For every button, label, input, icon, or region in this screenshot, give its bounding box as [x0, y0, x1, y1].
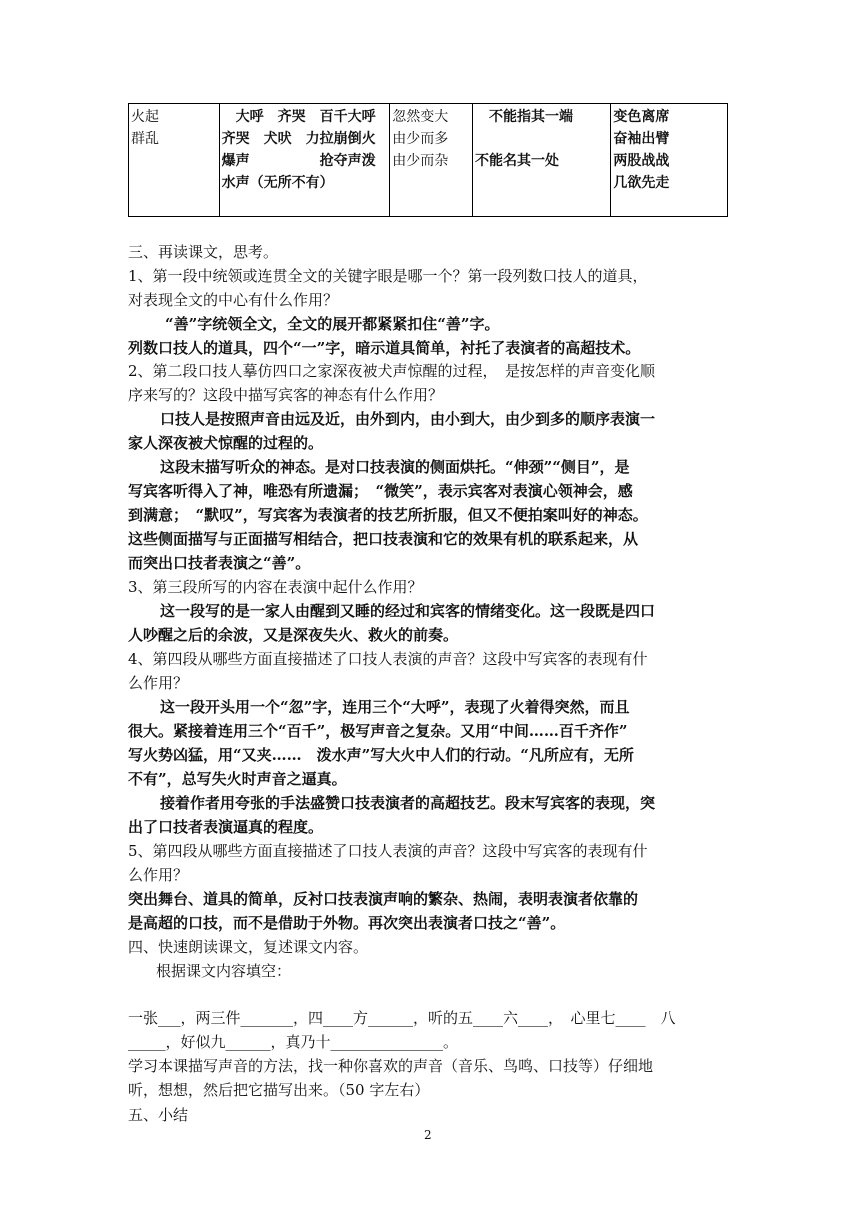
- question-text: 5、第四段从哪些方面直接描述了口技人表演的声音？这段中写宾客的表现有什: [128, 842, 648, 860]
- section-heading: 三、再读课文，思考。: [128, 243, 279, 261]
- answer-text: 列数口技人的道具，四个“一”字，暗示道具简单，衬托了表演者的高超技术。: [128, 339, 641, 357]
- table-row: [129, 104, 728, 217]
- cell-line: 爆声 抢夺声泼: [221, 153, 376, 169]
- table-cell-change: [390, 104, 473, 217]
- answer-text: 口技人是按照声音由远及近，由外到内，由小到大，由少到多的顺序表演一: [160, 410, 656, 428]
- cell-line: 群乱: [131, 131, 159, 147]
- page-number: 2: [424, 1128, 432, 1142]
- answer-text: 接着作者用夸张的手法盛赞口技表演者的高超技艺。段末写宾客的表现，突: [160, 794, 656, 812]
- answer-text: 很大。紧接着连用三个“百千”，极写声音之复杂。又用“中间……百千齐作”: [128, 722, 628, 740]
- exercise-text: 听，想想，然后把它描写出来。（50 字左右）: [128, 1081, 430, 1099]
- cell-line: 大呼 齐哭 百千大呼: [221, 109, 376, 125]
- fill-blank-text: _____，好似九______，真乃十_______________。: [128, 1033, 459, 1051]
- answer-text: 这一段开头用一个“忽”字，连用三个“大呼”，表现了火着得突然，而且: [160, 698, 630, 716]
- comparison-table: [128, 103, 728, 217]
- table-cell-scene: [129, 104, 220, 217]
- cell-line: 忽然变大: [392, 109, 449, 125]
- question-text: 么作用？: [128, 674, 189, 692]
- instruction-text: 根据课文内容填空：: [156, 962, 292, 980]
- answer-text: 人吵醒之后的余波，又是深夜失火、救火的前奏。: [128, 626, 459, 644]
- cell-line: 由少而杂: [392, 153, 449, 169]
- answer-text: 不有”，总写失火时声音之逼真。: [128, 770, 347, 788]
- answer-text: 出了口技者表演逼真的程度。: [128, 818, 324, 836]
- question-text: 对表现全文的中心有什么作用？: [128, 291, 339, 309]
- answer-text: 到满意； “默叹”，写宾客为表演者的技艺所折服，但又不便拍案叫好的神态。: [128, 506, 648, 524]
- exercise-text: 学习本课描写声音的方法，找一种你喜欢的声音（音乐、鸟鸣、口技等）仔细地: [128, 1057, 654, 1075]
- answer-text: 写火势凶猛，用“又夹…… 泼水声”写大火中人们的行动。“凡所应有，无所: [128, 746, 634, 764]
- answer-text: 写宾客听得入了神，唯恐有所遗漏； “微笑”，表示宾客对表演心领神会，感: [128, 482, 633, 500]
- cell-line: 不能名其一处: [474, 153, 559, 169]
- table-cell-effect: [472, 104, 610, 217]
- question-text: 2、第二段口技人摹仿四口之家深夜被犬声惊醒的过程， 是按怎样的声音变化顺: [128, 362, 656, 380]
- cell-line: 几欲先走: [613, 175, 670, 191]
- question-text: 4、第四段从哪些方面直接描述了口技人表演的声音？这段中写宾客的表现有什: [128, 650, 648, 668]
- question-text: 么作用？: [128, 866, 189, 884]
- answer-text: 这段末描写听众的神态。是对口技表演的侧面烘托。“伸颈”“侧目”，是: [160, 458, 630, 476]
- cell-line: 奋袖出臂: [613, 131, 670, 147]
- answer-text: 家人深夜被犬惊醒的过程的。: [128, 434, 324, 452]
- answer-text: 这一段写的是一家人由醒到又睡的经过和宾客的情绪变化。这一段既是四口: [160, 602, 656, 620]
- answer-text: 是高超的口技，而不是借助于外物。再次突出表演者口技之“善”。: [128, 914, 566, 932]
- cell-line: 火起: [131, 109, 159, 125]
- answer-text: 这些侧面描写与正面描写相结合，把口技表演和它的效果有机的联系起来，从: [128, 530, 639, 548]
- question-text: 3、第三段所写的内容在表演中起什么作用？: [128, 578, 423, 596]
- cell-line: 变色离席: [613, 109, 670, 125]
- answer-text: 突出舞台、道具的简单，反衬口技表演声响的繁杂、热闹，表明表演者依靠的: [128, 890, 639, 908]
- cell-line: 水声（无所不有）: [221, 175, 334, 191]
- section-heading: 四、快速朗读课文，复述课文内容。: [128, 938, 369, 956]
- answer-text: 而突出口技者表演之“善”。: [128, 554, 311, 572]
- cell-line: 不能指其一端: [474, 109, 573, 125]
- section-heading: 五、小结: [128, 1106, 189, 1124]
- fill-blank-text: 一张___，两三件_______，四____方______，听的五____六____， 心里七____ 八: [128, 1009, 676, 1027]
- cell-line: [475, 128, 608, 150]
- question-text: 1、第一段中统领或连贯全文的关键字眼是哪一个？第一段列数口技人的道具，: [128, 267, 648, 285]
- question-text: 序来写的？这段中描写宾客的神态有什么作用？: [128, 386, 444, 404]
- cell-line: 两股战战: [613, 153, 670, 169]
- answer-text: “善”字统领全文，全文的展开都紧紧扣住“善”字。: [150, 315, 500, 333]
- table-cell-sounds: [219, 104, 390, 217]
- cell-line: 齐哭 犬吠 力拉崩倒火: [221, 131, 376, 147]
- cell-line: 由少而多: [392, 131, 449, 147]
- table-cell-audience: [611, 104, 728, 217]
